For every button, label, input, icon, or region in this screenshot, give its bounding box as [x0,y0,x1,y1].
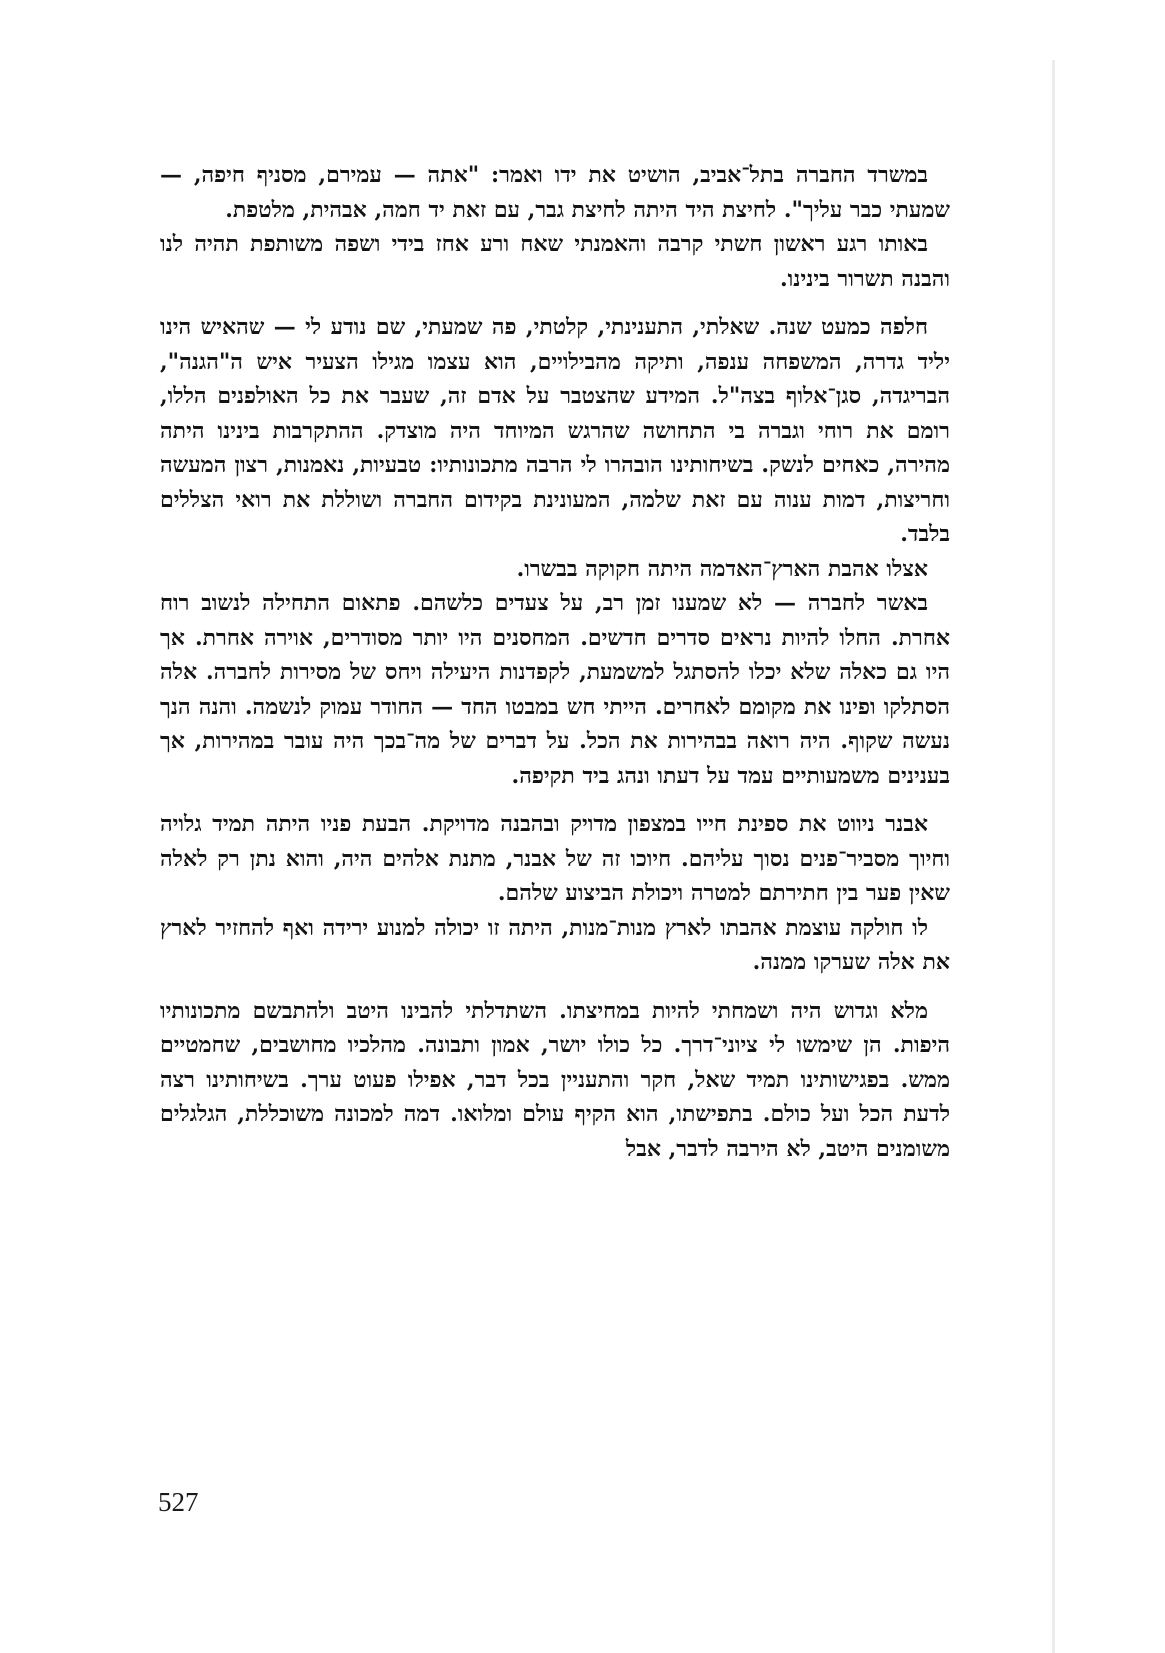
page-edge-shadow [1052,60,1055,1653]
paragraph-2: באותו רגע ראשון חשתי קרבה והאמנתי שאח ורע אחז בידי ושפה משותפת תהיה לנו והבנה תשרור בינינו. [160,231,950,292]
paragraph-4: אצלו אהבת הארץ־האדמה היתה חקוקה בבשרו. [516,555,928,582]
paragraph-1: במשרד החברה בתל־אביב, הושיט את ידו ואמר: "אתה — עמירם, מסניף חיפה, — שמעתי כבר עליך". לחיצת היד היתה לחיצת גבר, עם זאת יד חמה, אבהית, מלטפת. [160,162,950,223]
body-text [160,158,950,1166]
paragraph-3: חלפה כמעט שנה. שאלתי, התענינתי, קלטתי, פה שמעתי, שם נודע לי — שהאיש הינו יליד גדרה, המשפחה ענפה, ותיקה מהבילויים, הוא עצמו מגילו הצעיר איש ה"הגנה", הבריגדה, סגן־אלוף בצה"ל. המידע שהצטבר על אדם זה, שעבר את כל האולפנים הללו, רומם את רוחי וגברה בי התחושה שהרגש המיוחד היה מוצדק. ההתקרבות בינינו היתה מהירה, כאחים לנשק. בשיחותינו הובהרו לי הרבה מתכונותיו: טבעיות, נאמנות, רצון המעשה וחריצות, דמות ענוה עם זאת שלמה, המעונינת בקידום החברה ושוללת את רואי הצללים בלבד. [160,314,950,547]
paragraph-7: לו חולקה עוצמת אהבתו לארץ מנות־מנות, היתה זו יכולה למנוע ירידה ואף להחזיר לארץ את אלה שערקו ממנה. [160,914,950,975]
paragraph-6: אבנר ניווט את ספינת חייו במצפון מדויק ובהבנה מדויקת. הבעת פניו היתה תמיד גלויה וחיוך מסביר־פנים נסוך עליהם. חיוכו זה של אבנר, מתנת אלהים היה, והוא נתן רק לאלה שאין פער בין חתירתם למטרה ויכולת הביצוע שלהם. [160,811,950,906]
page-number: 527 [158,1487,199,1517]
paragraph-5: באשר לחברה — לא שמענו זמן רב, על צעדים כלשהם. פתאום התחילה לנשוב רוח אחרת. החלו להיות נראים סדרים חדשים. המחסנים היו יותר מסודרים, אוירה אחרת. אך היו גם כאלה שלא יכלו להסתגל למשמעת, לקפדנות היעילה ויחס של מסירות לחברה. אלה הסתלקו ופינו את מקומם לאחרים. הייתי חש במבטו החד — החודר עמוק לנשמה. והנה הנך נעשה שקוף. היה רואה בבהירות את הכל. על דברים של מה־בכך היה עובר במהירות, אך בענינים משמעותיים עמד על דעתו ונהג ביד תקיפה. [160,590,950,789]
paragraph-8: מלא וגדוש היה ושמחתי להיות במחיצתו. השתדלתי להבינו היטב ולהתבשם מתכונותיו היפות. הן שימשו לי ציוני־דרך. כל כולו יושר, אמון ותבונה. מהלכיו מחושבים, שחמטיים ממש. בפגישותינו תמיד שאל, חקר והתעניין בכל דבר, אפילו פעוט ערך. בשיחותינו רצה לדעת הכל ועל כולם. בתפישתו, הוא הקיף עולם ומלואו. דמה למכונה משוכללת, הגלגלים משומנים היטב, לא הירבה לדבר, אבל [160,997,950,1162]
